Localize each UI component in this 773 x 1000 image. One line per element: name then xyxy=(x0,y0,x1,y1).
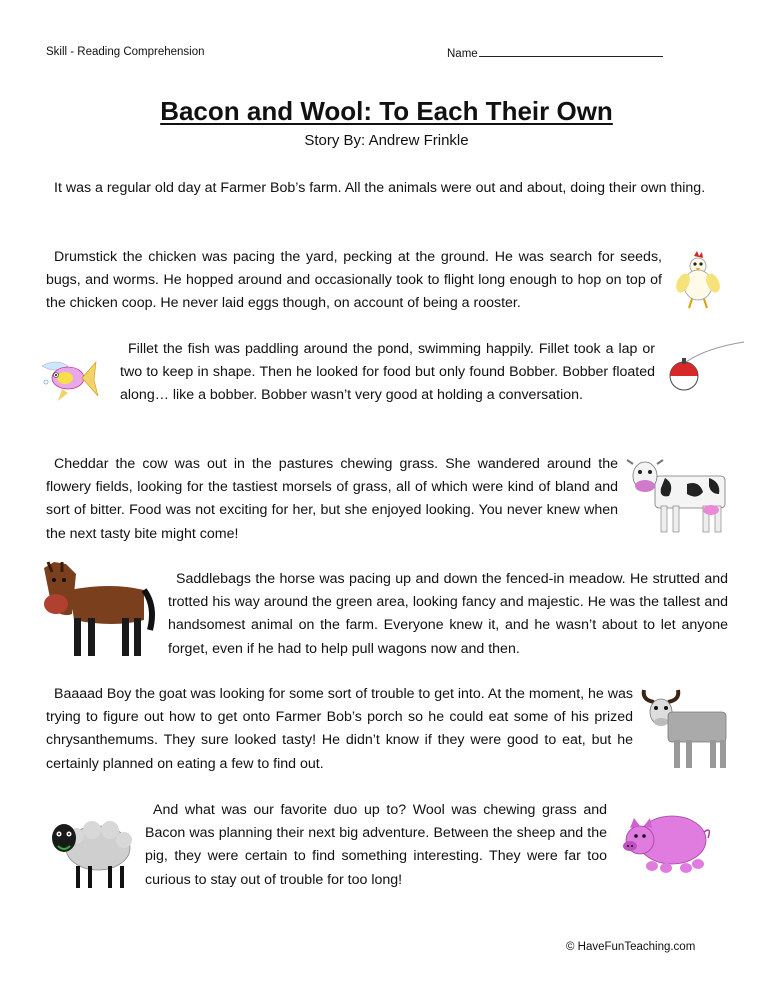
pig-icon xyxy=(616,806,712,878)
story-byline: Story By: Andrew Frinkle xyxy=(304,132,469,149)
paragraph-cow: Cheddar the cow was out in the pastures chewing grass. She wandered around the flowery fields, looking for the tastiest morsels of grass, all of which were kind of bland and sort of bitter. Food was not exciting for her, but she enjoyed looking. You never knew when the next tasty bite might come! xyxy=(46,456,618,542)
paragraph-sheep-pig: And what was our favorite duo up to? Wool was chewing grass and Bacon was planning their next big adventure. Between the sheep and the pig, they were certain to find something interesting. They were far too curious to stay out of trouble for too long! xyxy=(145,802,607,888)
paragraph-horse: Saddlebags the horse was pacing up and down the fenced-in meadow. He strutted and trotted his way around the green area, looking fancy and majestic. He was the tallest and handsomest animal on the farm. Everyone knew it, and he wasn’t about to let anyone forget, even if he had to help pull wagons now and then. xyxy=(168,571,728,657)
paragraph-fish: Fillet the fish was paddling around the pond, swimming happily. Fillet took a lap or two to keep in shape. Then he looked for food but only found Bobber. Bobber floated along… like a bobber. Bobber wasn’t very good at holding a conversation. xyxy=(120,341,655,404)
skill-label: Skill - Reading Comprehension xyxy=(46,46,205,58)
bobber-icon xyxy=(664,338,748,408)
fish-icon xyxy=(38,348,100,406)
story-title: Bacon and Wool: To Each Their Own xyxy=(160,96,613,126)
horse-icon xyxy=(40,560,158,660)
copyright-footer: © HaveFunTeaching.com xyxy=(566,941,696,953)
name-blank-line xyxy=(479,46,663,57)
sheep-icon xyxy=(46,812,134,890)
cow-icon xyxy=(625,454,731,536)
paragraph-intro: It was a regular old day at Farmer Bob’s farm. All the animals were out and about, doing their own thing. xyxy=(54,180,706,196)
goat-icon xyxy=(640,686,730,772)
paragraph-chicken: Drumstick the chicken was pacing the yard, pecking at the ground. He was search for seeds, bugs, and worms. He hopped around and occasionally took to flight long enough to hop on top of the chicken coop. He never laid eggs though, on account of being a rooster. xyxy=(46,249,662,312)
name-field xyxy=(447,46,663,60)
chicken-icon xyxy=(672,250,722,310)
name-label: Name xyxy=(447,48,478,60)
paragraph-goat: Baaaad Boy the goat was looking for some sort of trouble to get into. At the moment, he was trying to figure out how to get onto Farmer Bob’s porch so he could eat some of his prized chrysanthemums. They sure looked tasty! He didn’t know if they were good to eat, but he certainly planned on eating a few to find out. xyxy=(46,686,633,772)
